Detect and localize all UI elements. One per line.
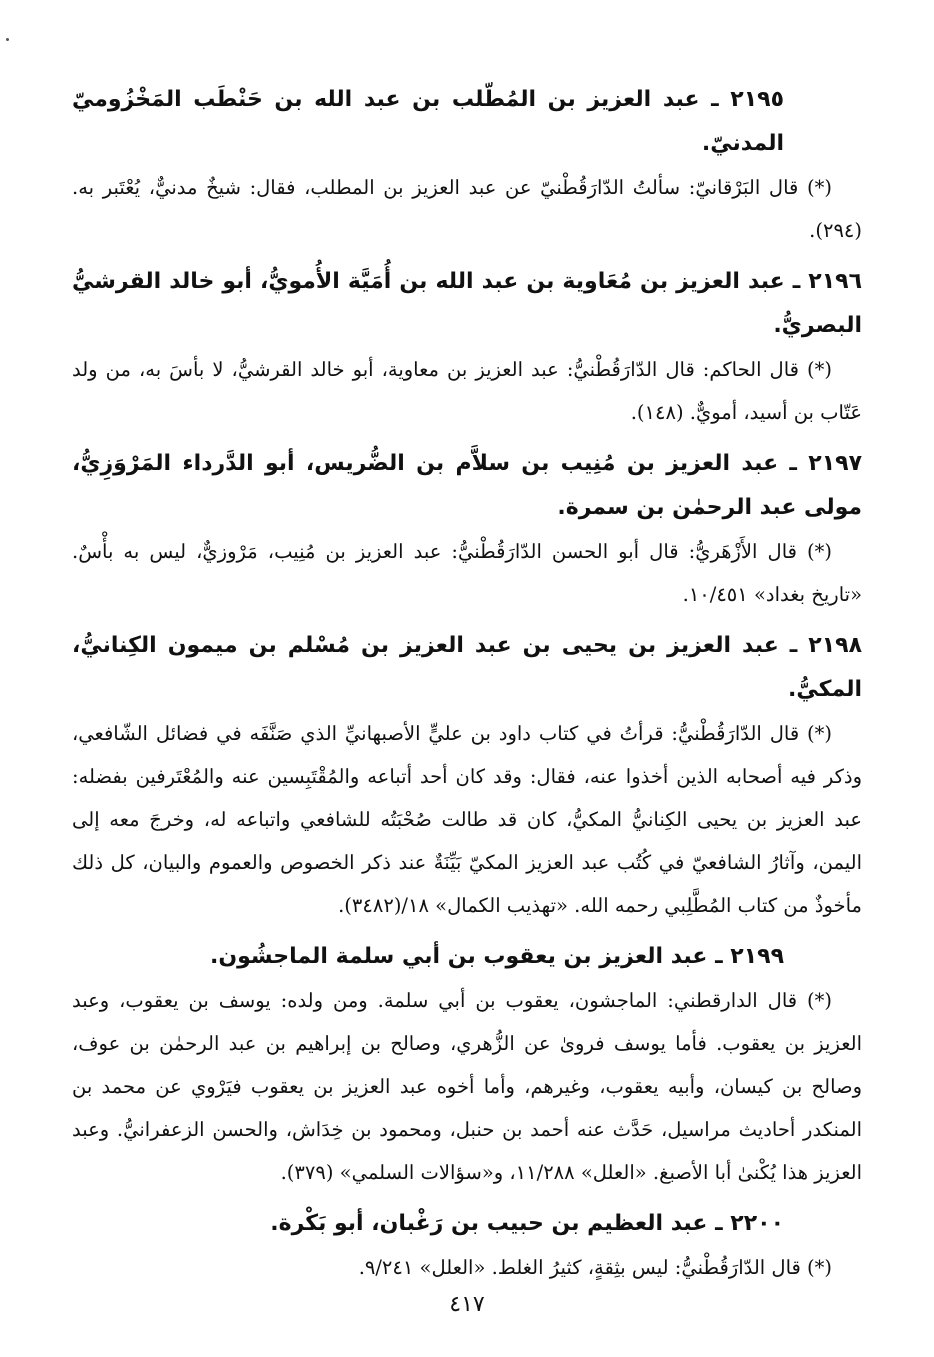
entry-heading: ٢١٩٦ ـ عبد العزيز بن مُعَاوية بن عبد الله بن أُمَيَّة الأُمويُّ، أبو خالد القرشيُّ البصريُّ. — [72, 269, 862, 338]
entry-body: (*) قال البَرْقانيّ: سألتُ الدّارَقُطْنيّ عن عبد العزيز بن المطلب، فقال: شيخٌ مدنيٌّ، يُعْتَبر به. (٢٩٤). — [72, 176, 862, 242]
entry-heading: ٢١٩٨ ـ عبد العزيز بن يحيى بن عبد العزيز بن مُسْلم بن ميمون الكِنانيُّ، المكيُّ. — [72, 633, 862, 702]
entry-2197 — [72, 442, 862, 616]
entry-body: (*) قال الدارقطني: الماجشون، يعقوب بن أبي سلمة. ومن ولده: يوسف بن يعقوب، وعبد العزيز بن يعقوب. فأما يوسف فروىٰ عن الزُّهري، وصالح بن إبراهيم بن عبد الرحمٰن بن عوف، وصالح بن كيسان، وأبيه يعقوب، وغيرهم، وأما أخوه عبد العزيز بن يعقوب فيَرْوي عن محمد بن المنكدر أحاديث مراسيل، حَدَّث عنه أحمد بن حنبل، ومحمود بن خِدَاش، والحسن الزعفرانيُّ. وعبد العزيز هذا يُكْنىٰ أبا الأصبغ. «العلل» ١١/٢٨٨، و«سؤالات السلمي» (٣٧٩). — [72, 989, 862, 1184]
entry-heading: ٢١٩٥ ـ عبد العزيز بن المُطّلب بن عبد الله بن حَنْطَب المَخْزُوميّ المدنيّ. — [72, 87, 784, 156]
document-page — [72, 78, 862, 1279]
entry-2196 — [72, 260, 862, 434]
entry-body: (*) قال الأَزْهَريُّ: قال أبو الحسن الدّارَقُطْنيُّ: عبد العزيز بن مُنِيب، مَرْوزيٌّ، ليس به بأْسٌ. «تاريخ بغداد» ١٠/٤٥١. — [72, 540, 862, 606]
entry-body: (*) قال الدّارَقُطْنيُّ: ليس بثِقةٍ، كثيرُ الغلط. «العلل» ٩/٢٤١. — [358, 1256, 832, 1279]
entry-body: (*) قال الدّارَقُطْنيُّ: قرأتُ في كتاب داود بن عليٍّ الأصبهانيِّ الذي صَنَّفَه في فضائل الشّافعي، وذكر فيه أصحابه الذين أخذوا عنه، فقال: وقد كان أحد أتباعه والمُقْتَبِسين عنه والمُعْتَرفين بفضله: عبد العزيز بن يحيى الكِنانيُّ المكيُّ، كان قد طالت صُحْبَتُه للشافعي واتباعه له، وخرجَ معه إلى اليمن، وآثارُ الشافعيّ في كُتُب عبد العزيز المكيّ بَيِّنَةٌ عند ذكر الخصوص والعموم والبيان، كل ذلك مأخوذٌ من كتاب المُطَّلِبي رحمه الله. «تهذيب الكمال» ١٨/(٣٤٨٢). — [72, 722, 862, 917]
entry-2198 — [72, 624, 862, 927]
entry-2200 — [72, 1202, 862, 1289]
scan-speck — [6, 38, 9, 41]
page-number: ٤١٧ — [449, 1292, 485, 1317]
entry-heading: ٢٢٠٠ ـ عبد العظيم بن حبيب بن رَغْبان، أبو بَكْرة. — [270, 1211, 784, 1236]
entry-heading: ٢١٩٧ ـ عبد العزيز بن مُنِيب بن سلاَّم بن الضُّريس، أبو الدَّرداء المَرْوَزِيُّ، مولى عبد الرحمٰن بن سمرة. — [72, 451, 862, 520]
entry-2195 — [72, 78, 862, 252]
entry-body: (*) قال الحاكم: قال الدّارَقُطْنيُّ: عبد العزيز بن معاوية، أبو خالد القرشيُّ، لا بأسَ به، من ولد عَتّاب بن أسيد، أمويٌّ. (١٤٨). — [72, 358, 862, 424]
entry-2199 — [72, 935, 862, 1194]
entry-heading: ٢١٩٩ ـ عبد العزيز بن يعقوب بن أبي سلمة الماجشُون. — [209, 944, 784, 969]
